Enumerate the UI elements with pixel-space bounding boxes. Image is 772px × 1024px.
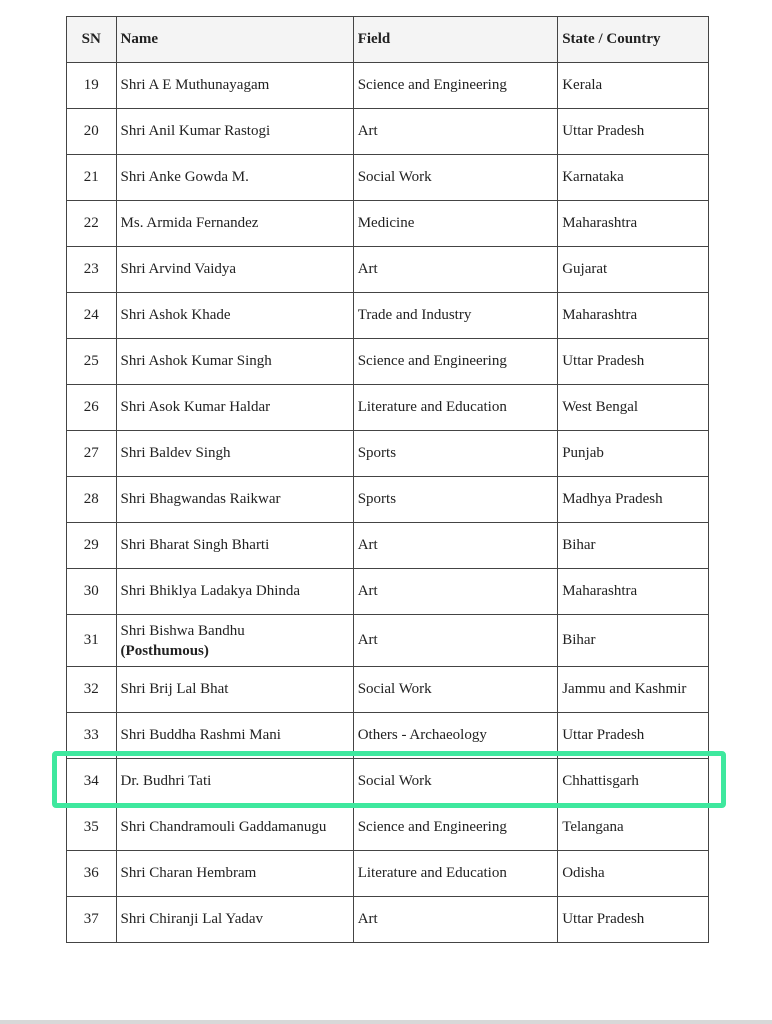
cell-sn: 25: [67, 339, 117, 385]
awards-table: [66, 16, 709, 943]
cell-name: Shri Ashok Kumar Singh: [116, 339, 353, 385]
cell-sn: 34: [67, 759, 117, 805]
cell-field: Social Work: [353, 759, 558, 805]
table-row: [67, 615, 709, 667]
cell-state: Chhattisgarh: [558, 759, 709, 805]
cell-name: Shri A E Muthunayagam: [116, 63, 353, 109]
table-row: [67, 155, 709, 201]
cell-state: Karnataka: [558, 155, 709, 201]
table-row: [67, 851, 709, 897]
cell-sn: 32: [67, 667, 117, 713]
table-row: [67, 293, 709, 339]
cell-sn: 30: [67, 569, 117, 615]
cell-sn: 37: [67, 897, 117, 943]
cell-name: Shri Bhagwandas Raikwar: [116, 477, 353, 523]
cell-field: Art: [353, 247, 558, 293]
cell-state: Punjab: [558, 431, 709, 477]
table-header-row: [67, 17, 709, 63]
table-row: [67, 63, 709, 109]
cell-name: Shri Bharat Singh Bharti: [116, 523, 353, 569]
cell-name: Shri Anil Kumar Rastogi: [116, 109, 353, 155]
cell-state: Madhya Pradesh: [558, 477, 709, 523]
cell-state: Gujarat: [558, 247, 709, 293]
cell-sn: 21: [67, 155, 117, 201]
cell-state: Maharashtra: [558, 293, 709, 339]
cell-state: Uttar Pradesh: [558, 339, 709, 385]
cell-field: Sports: [353, 477, 558, 523]
header-state: State / Country: [558, 17, 709, 63]
table-row: [67, 247, 709, 293]
cell-field: Social Work: [353, 667, 558, 713]
cell-field: Social Work: [353, 155, 558, 201]
cell-state: Maharashtra: [558, 201, 709, 247]
cell-name: Shri Brij Lal Bhat: [116, 667, 353, 713]
table-row: [67, 805, 709, 851]
cell-sn: 24: [67, 293, 117, 339]
cell-field: Literature and Education: [353, 385, 558, 431]
cell-name: Ms. Armida Fernandez: [116, 201, 353, 247]
header-field: Field: [353, 17, 558, 63]
cell-state: Bihar: [558, 615, 709, 667]
cell-sn: 36: [67, 851, 117, 897]
cell-state: Jammu and Kashmir: [558, 667, 709, 713]
cell-sn: 35: [67, 805, 117, 851]
cell-state: West Bengal: [558, 385, 709, 431]
cell-sn: 29: [67, 523, 117, 569]
table-row: [67, 569, 709, 615]
table-row: [67, 385, 709, 431]
cell-name: Shri Baldev Singh: [116, 431, 353, 477]
cell-sn: 20: [67, 109, 117, 155]
cell-name: Shri Charan Hembram: [116, 851, 353, 897]
cell-state: Kerala: [558, 63, 709, 109]
name-text: Shri Bishwa Bandhu: [120, 622, 245, 639]
cell-field: Science and Engineering: [353, 805, 558, 851]
cell-field: Trade and Industry: [353, 293, 558, 339]
table-row: [67, 201, 709, 247]
cell-sn: 28: [67, 477, 117, 523]
cell-field: Science and Engineering: [353, 339, 558, 385]
table-row: [67, 431, 709, 477]
table-row: [67, 523, 709, 569]
table-row: [67, 477, 709, 523]
cell-state: Uttar Pradesh: [558, 897, 709, 943]
cell-state: Bihar: [558, 523, 709, 569]
cell-field: Medicine: [353, 201, 558, 247]
table-row: [67, 339, 709, 385]
cell-name: Shri Bhiklya Ladakya Dhinda: [116, 569, 353, 615]
cell-state: Telangana: [558, 805, 709, 851]
cell-state: Maharashtra: [558, 569, 709, 615]
table-row: [67, 713, 709, 759]
table-row: [67, 667, 709, 713]
table-row: [67, 109, 709, 155]
cell-sn: 22: [67, 201, 117, 247]
cell-field: Others - Archaeology: [353, 713, 558, 759]
cell-field: Art: [353, 615, 558, 667]
cell-sn: 31: [67, 615, 117, 667]
cell-name: Dr. Budhri Tati: [116, 759, 353, 805]
cell-name: [116, 615, 353, 667]
cell-sn: 26: [67, 385, 117, 431]
cell-field: Science and Engineering: [353, 63, 558, 109]
cell-name: Shri Buddha Rashmi Mani: [116, 713, 353, 759]
cell-name: Shri Asok Kumar Haldar: [116, 385, 353, 431]
cell-sn: 33: [67, 713, 117, 759]
cell-name: Shri Anke Gowda M.: [116, 155, 353, 201]
cell-sn: 27: [67, 431, 117, 477]
cell-sn: 23: [67, 247, 117, 293]
cell-state: Odisha: [558, 851, 709, 897]
posthumous-note: (Posthumous): [120, 642, 209, 659]
cell-field: Sports: [353, 431, 558, 477]
cell-name: Shri Ashok Khade: [116, 293, 353, 339]
cell-name: Shri Arvind Vaidya: [116, 247, 353, 293]
cell-field: Literature and Education: [353, 851, 558, 897]
cell-field: Art: [353, 109, 558, 155]
cell-sn: 19: [67, 63, 117, 109]
cell-field: Art: [353, 569, 558, 615]
cell-state: Uttar Pradesh: [558, 109, 709, 155]
header-name: Name: [116, 17, 353, 63]
cell-name: Shri Chandramouli Gaddamanugu: [116, 805, 353, 851]
cell-state: Uttar Pradesh: [558, 713, 709, 759]
cell-field: Art: [353, 523, 558, 569]
header-sn: SN: [67, 17, 117, 63]
bottom-scroll-edge: [0, 1020, 772, 1024]
table-row-highlighted: [67, 759, 709, 805]
cell-name: Shri Chiranji Lal Yadav: [116, 897, 353, 943]
cell-field: Art: [353, 897, 558, 943]
table-row: [67, 897, 709, 943]
